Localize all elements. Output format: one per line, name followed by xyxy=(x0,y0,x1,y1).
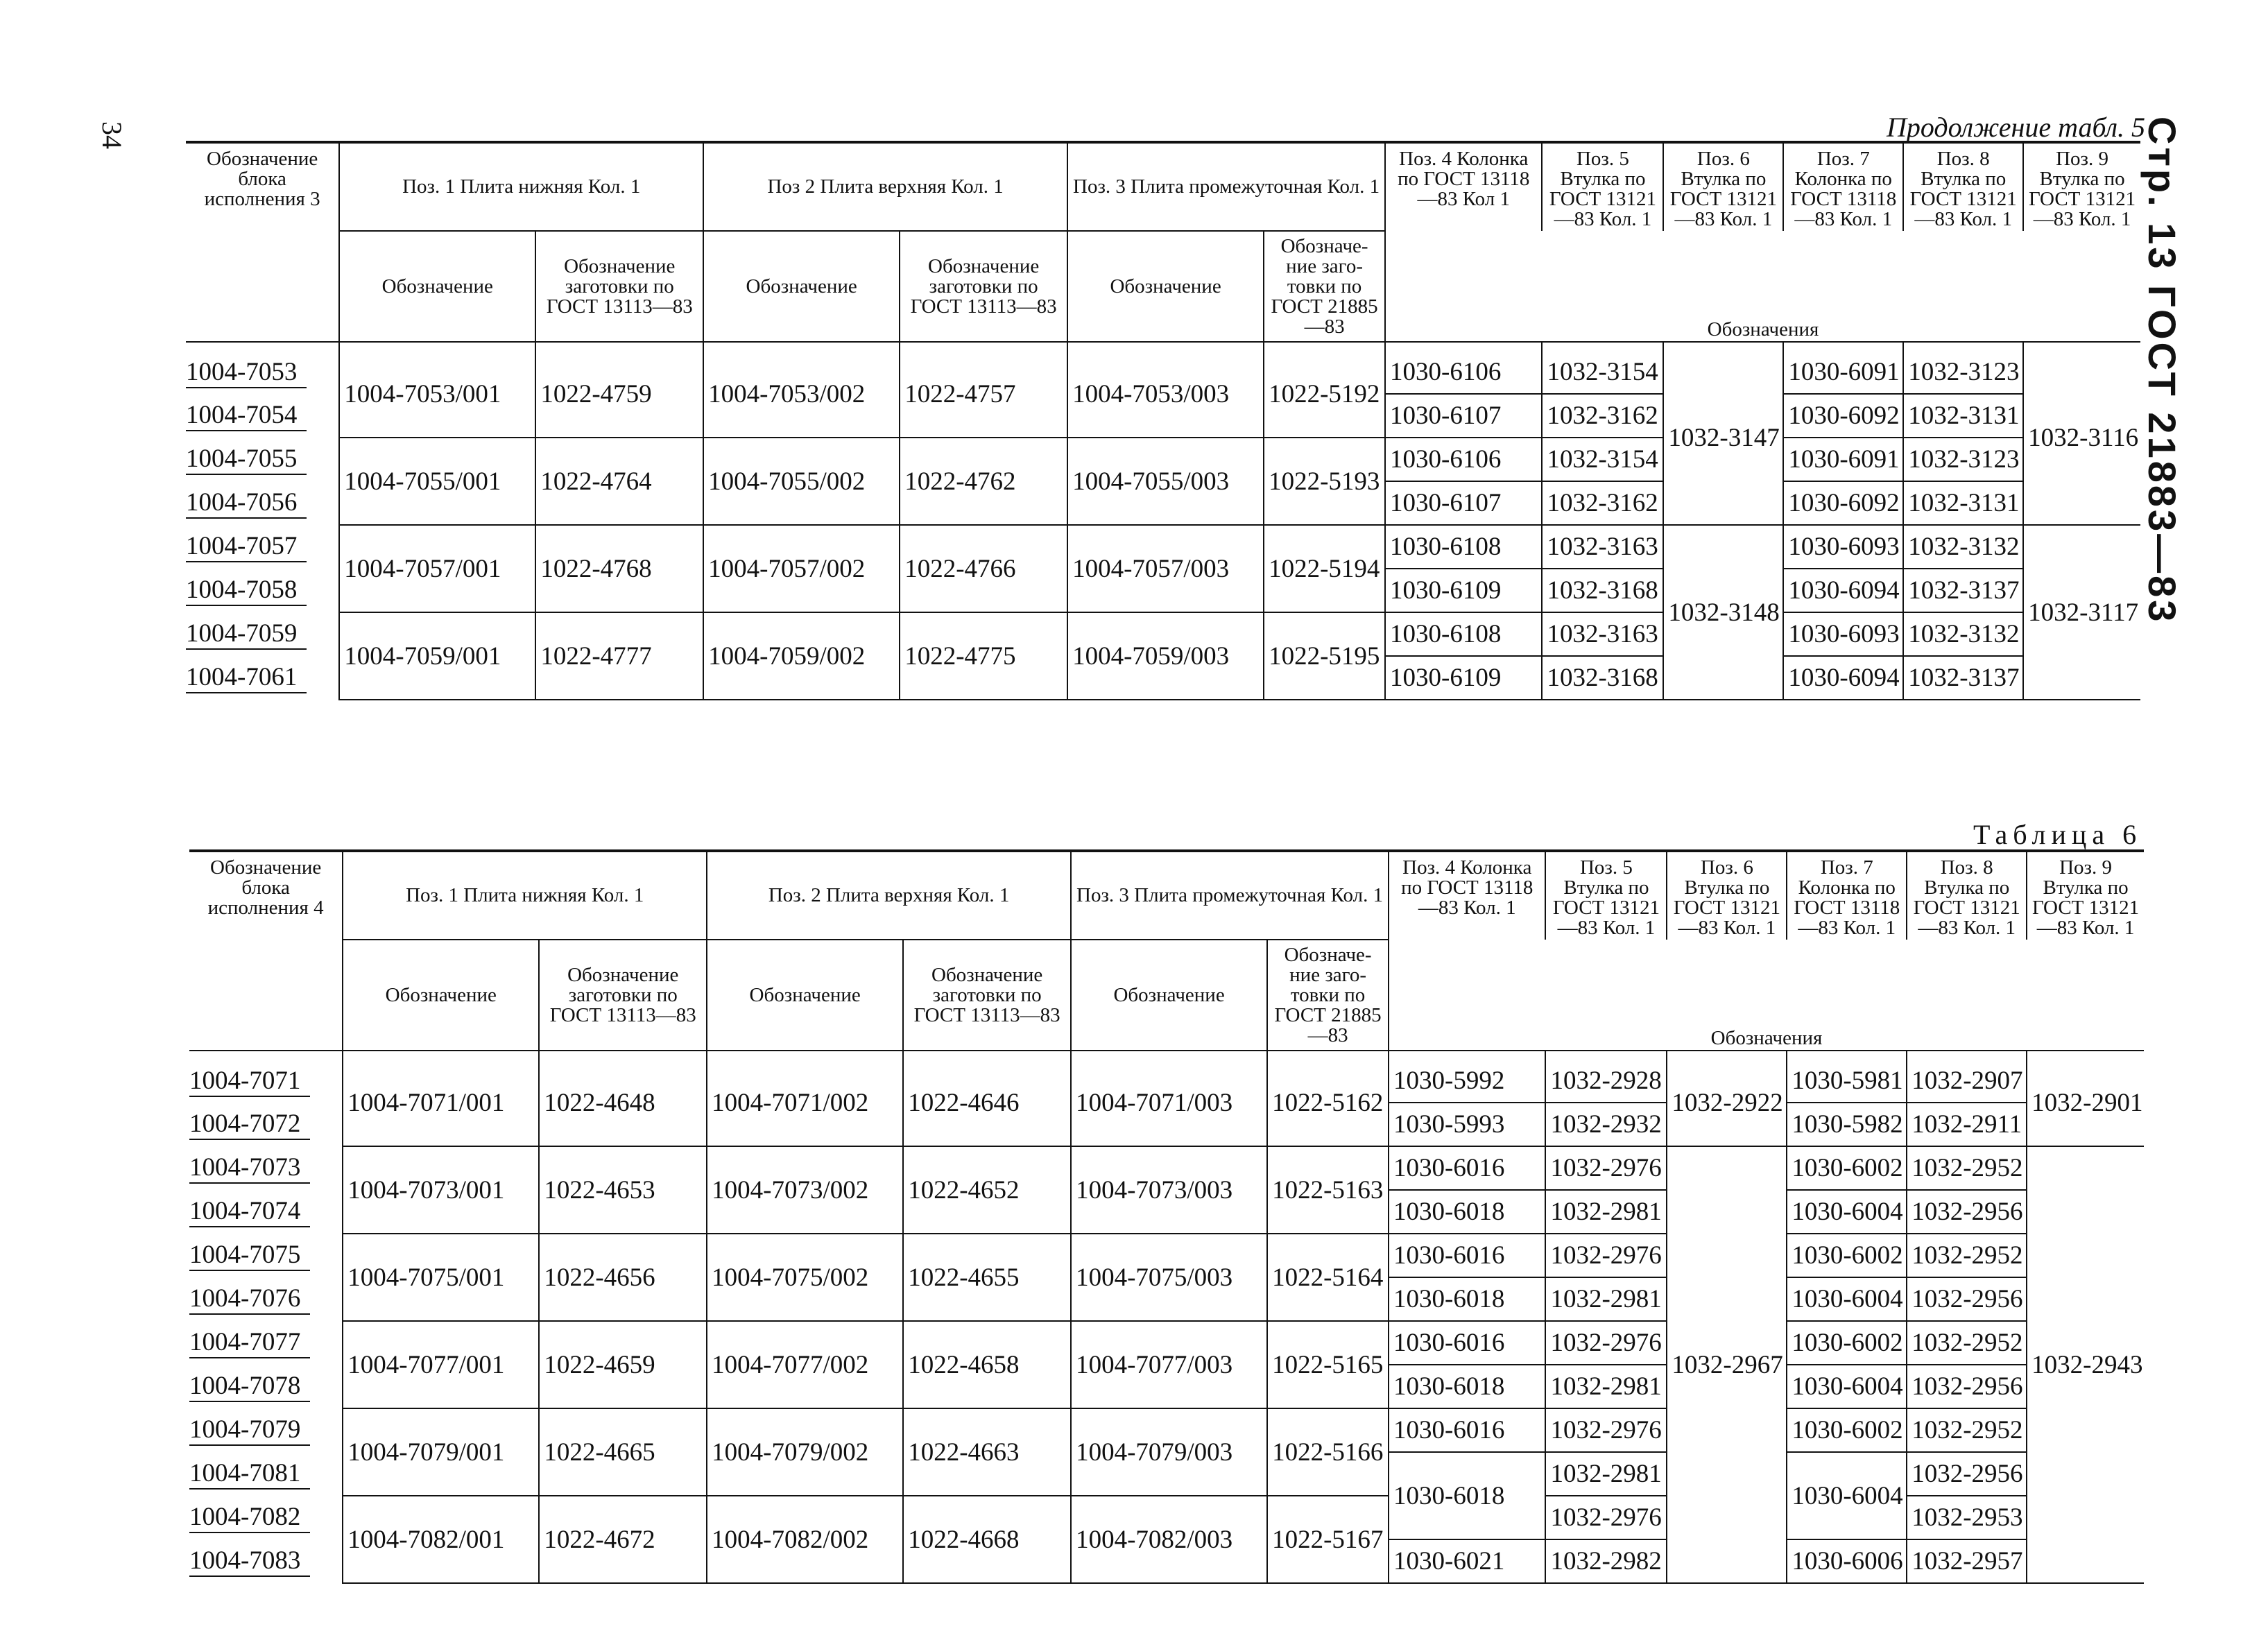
spacer-cell xyxy=(1542,342,1663,351)
plate-p3: 1004-7059/003 xyxy=(1067,612,1264,700)
pos4-cell: 1030-6106 xyxy=(1385,351,1542,394)
block-designation-cell xyxy=(189,1103,343,1146)
pos4-cell: 1030-6107 xyxy=(1385,394,1542,438)
plate-p3b: 1022-5166 xyxy=(1267,1408,1389,1496)
pos7-cell: 1030-6004 xyxy=(1787,1190,1907,1234)
pos6-cell: 1032-2922 xyxy=(1667,1060,1787,1146)
pos7-cell: 1030-6004 xyxy=(1787,1365,1907,1408)
pos8-cell: 1032-2956 xyxy=(1907,1277,2027,1321)
table-row xyxy=(189,1060,2144,1103)
pos7-cell: 1030-6002 xyxy=(1787,1321,1907,1365)
block-designation: 1004-7053 xyxy=(186,357,307,388)
pos8-cell: 1032-3137 xyxy=(1903,656,2023,700)
header-block: Обозначение блока исполнения 3 xyxy=(186,142,339,342)
plate-p2b: 1022-4655 xyxy=(903,1234,1071,1321)
pos4-cell: 1030-5992 xyxy=(1389,1060,1545,1103)
plate-p1: 1004-7073/001 xyxy=(343,1146,539,1234)
block-designation: 1004-7074 xyxy=(189,1196,310,1227)
block-designation: 1004-7083 xyxy=(189,1546,310,1577)
plate-p2: 1004-7075/002 xyxy=(707,1234,903,1321)
pos5-cell: 1032-2981 xyxy=(1545,1190,1667,1234)
side-label: Стр. 13 ГОСТ 21883—83 xyxy=(2140,116,2184,625)
pos8-cell: 1032-3137 xyxy=(1903,569,2023,612)
pos5-cell: 1032-2976 xyxy=(1545,1496,1667,1539)
pos5-cell: 1032-2976 xyxy=(1545,1146,1667,1190)
pos8-cell: 1032-2952 xyxy=(1907,1408,2027,1452)
block-designation: 1004-7078 xyxy=(189,1371,310,1402)
header-pos6: Поз. 6 Втулка по ГОСТ 13121—83 Кол. 1 xyxy=(1667,851,1787,940)
pos8-cell: 1032-3132 xyxy=(1903,612,2023,656)
plate-p1b: 1022-4672 xyxy=(539,1496,707,1583)
spacer-cell xyxy=(1787,1051,1907,1060)
spacer-cell xyxy=(1071,1051,1267,1060)
block-designation: 1004-7076 xyxy=(189,1284,310,1315)
spacer-cell xyxy=(535,342,703,351)
plate-p2: 1004-7073/002 xyxy=(707,1146,903,1234)
plate-p2b: 1022-4757 xyxy=(900,351,1067,438)
spacer-cell xyxy=(1067,342,1264,351)
pos7-cell: 1030-6002 xyxy=(1787,1408,1907,1452)
pos8-cell: 1032-3132 xyxy=(1903,525,2023,569)
pos4-cell: 1030-5993 xyxy=(1389,1103,1545,1146)
plate-p1b: 1022-4659 xyxy=(539,1321,707,1408)
block-designation-cell xyxy=(189,1146,343,1190)
pos4-cell: 1030-6016 xyxy=(1389,1146,1545,1190)
header-block: Обозначение блока исполнения 4 xyxy=(189,851,343,1051)
header-blank: Обозначе-ние заго-товки по ГОСТ 21885—83 xyxy=(1264,231,1385,342)
pos7-cell: 1030-5981 xyxy=(1787,1060,1907,1103)
block-designation: 1004-7071 xyxy=(189,1066,310,1097)
header-designation: Обозначение xyxy=(707,940,903,1051)
header-designation: Обозначение xyxy=(339,231,535,342)
block-designation: 1004-7075 xyxy=(189,1240,310,1271)
plate-p2b: 1022-4775 xyxy=(900,612,1067,700)
block-designation-cell xyxy=(189,1060,343,1103)
block-designation-cell xyxy=(189,1190,343,1234)
pos5-cell: 1032-2982 xyxy=(1545,1539,1667,1583)
header-pos4: Поз. 4 Колонка по ГОСТ 13118—83 Кол 1 xyxy=(1385,142,1542,231)
header-designation: Обозначение xyxy=(1067,231,1264,342)
spacer-cell xyxy=(1667,1051,1787,1060)
header-pos7: Поз. 7 Колонка по ГОСТ 13118—83 Кол. 1 xyxy=(1787,851,1907,940)
pos7-cell: 1030-6093 xyxy=(1783,612,1903,656)
pos8-cell: 1032-3131 xyxy=(1903,394,2023,438)
plate-p1: 1004-7055/001 xyxy=(339,438,535,525)
header-pos5: Поз. 5 Втулка по ГОСТ 13121—83 Кол. 1 xyxy=(1545,851,1667,940)
header-blank: Обозначение заготовки по ГОСТ 13113—83 xyxy=(903,940,1071,1051)
pos6-cell: 1032-3147 xyxy=(1663,351,1783,525)
table-row xyxy=(189,1234,2144,1277)
spacer-cell xyxy=(1267,1051,1389,1060)
pos8-cell: 1032-2952 xyxy=(1907,1146,2027,1190)
block-designation: 1004-7059 xyxy=(186,619,307,650)
header-pos4: Поз. 4 Колонка по ГОСТ 13118—83 Кол. 1 xyxy=(1389,851,1545,940)
plate-p3: 1004-7073/003 xyxy=(1071,1146,1267,1234)
block-designation: 1004-7077 xyxy=(189,1327,310,1358)
table5-caption: Продолжение табл. 5 xyxy=(1887,112,2146,143)
plate-p2b: 1022-4652 xyxy=(903,1146,1071,1234)
table-row xyxy=(189,1321,2144,1365)
block-designation-cell xyxy=(189,1234,343,1277)
block-designation-cell xyxy=(189,1452,343,1496)
table-row xyxy=(189,1146,2144,1190)
spacer-cell xyxy=(707,1051,903,1060)
plate-p3b: 1022-5164 xyxy=(1267,1234,1389,1321)
plate-p2b: 1022-4766 xyxy=(900,525,1067,612)
plate-p1b: 1022-4777 xyxy=(535,612,703,700)
plate-p2: 1004-7059/002 xyxy=(703,612,900,700)
header-pos8: Поз. 8 Втулка по ГОСТ 13121—83 Кол. 1 xyxy=(1903,142,2023,231)
header-blank: Обозначение заготовки по ГОСТ 13113—83 xyxy=(539,940,707,1051)
plate-p1: 1004-7077/001 xyxy=(343,1321,539,1408)
spacer-cell xyxy=(186,342,339,351)
plate-p3: 1004-7057/003 xyxy=(1067,525,1264,612)
pos7-cell: 1030-6004 xyxy=(1787,1452,1907,1539)
plate-p3: 1004-7053/003 xyxy=(1067,351,1264,438)
block-designation-cell xyxy=(186,569,339,612)
header-pos3: Поз. 3 Плита промежуточная Кол. 1 xyxy=(1067,142,1385,231)
block-designation-cell xyxy=(189,1408,343,1452)
pos5-cell: 1032-3163 xyxy=(1542,525,1663,569)
pos5-cell: 1032-2981 xyxy=(1545,1365,1667,1408)
block-designation: 1004-7079 xyxy=(189,1415,310,1446)
pos7-cell: 1030-6002 xyxy=(1787,1234,1907,1277)
pos5-cell: 1032-2932 xyxy=(1545,1103,1667,1146)
plate-p2: 1004-7055/002 xyxy=(703,438,900,525)
header-blank: Обозначе-ние заго-товки по ГОСТ 21885—83 xyxy=(1267,940,1389,1051)
pos8-cell: 1032-3131 xyxy=(1903,481,2023,525)
pos8-cell: 1032-2952 xyxy=(1907,1234,2027,1277)
pos5-cell: 1032-3162 xyxy=(1542,481,1663,525)
header-blank: Обозначение заготовки по ГОСТ 13113—83 xyxy=(535,231,703,342)
block-designation-cell xyxy=(186,394,339,438)
pos4-cell: 1030-6108 xyxy=(1385,525,1542,569)
block-designation: 1004-7056 xyxy=(186,487,307,519)
spacer-cell xyxy=(703,342,900,351)
plate-p3: 1004-7079/003 xyxy=(1071,1408,1267,1496)
pos7-cell: 1030-6091 xyxy=(1783,351,1903,394)
pos4-cell: 1030-6016 xyxy=(1389,1321,1545,1365)
pos8-cell: 1032-2956 xyxy=(1907,1365,2027,1408)
plate-p2b: 1022-4658 xyxy=(903,1321,1071,1408)
pos4-cell: 1030-6016 xyxy=(1389,1234,1545,1277)
spacer-cell xyxy=(1907,1051,2027,1060)
pos8-cell: 1032-2952 xyxy=(1907,1321,2027,1365)
plate-p2: 1004-7057/002 xyxy=(703,525,900,612)
plate-p3b: 1022-5165 xyxy=(1267,1321,1389,1408)
block-designation: 1004-7081 xyxy=(189,1458,310,1490)
header-pos5: Поз. 5 Втулка по ГОСТ 13121—83 Кол. 1 xyxy=(1542,142,1663,231)
header-designation: Обозначение xyxy=(343,940,539,1051)
header-pos3: Поз. 3 Плита промежуточная Кол. 1 xyxy=(1071,851,1389,940)
table-5 xyxy=(186,141,2140,700)
plate-p1: 1004-7082/001 xyxy=(343,1496,539,1583)
header-pos9: Поз. 9 Втулка по ГОСТ 13121—83 Кол. 1 xyxy=(2023,142,2140,231)
header-designation: Обозначение xyxy=(1071,940,1267,1051)
block-designation: 1004-7055 xyxy=(186,444,307,475)
plate-p3: 1004-7075/003 xyxy=(1071,1234,1267,1321)
plate-p3b: 1022-5195 xyxy=(1264,612,1385,700)
pos7-cell: 1030-6006 xyxy=(1787,1539,1907,1583)
block-designation-cell xyxy=(186,656,339,700)
plate-p1b: 1022-4656 xyxy=(539,1234,707,1321)
spacer-cell xyxy=(1545,1051,1667,1060)
pos5-cell: 1032-2976 xyxy=(1545,1408,1667,1452)
pos7-cell: 1030-6094 xyxy=(1783,569,1903,612)
block-designation: 1004-7082 xyxy=(189,1502,310,1533)
pos5-cell: 1032-3154 xyxy=(1542,351,1663,394)
plate-p1b: 1022-4665 xyxy=(539,1408,707,1496)
plate-p2: 1004-7079/002 xyxy=(707,1408,903,1496)
pos4-cell: 1030-6016 xyxy=(1389,1408,1545,1452)
pos9-cell: 1032-2943 xyxy=(2027,1146,2144,1583)
block-designation: 1004-7054 xyxy=(186,400,307,431)
table-6 xyxy=(189,849,2144,1584)
plate-p1b: 1022-4648 xyxy=(539,1060,707,1146)
block-designation-cell xyxy=(186,438,339,481)
pos4-cell: 1030-6107 xyxy=(1385,481,1542,525)
header-designation: Обозначение xyxy=(703,231,900,342)
header-designations: Обозначения xyxy=(1389,940,2144,1051)
header-pos2: Поз. 2 Плита верхняя Кол. 1 xyxy=(707,851,1071,940)
table-row xyxy=(186,351,2140,394)
pos9-cell: 1032-3117 xyxy=(2023,525,2140,700)
pos5-cell: 1032-3162 xyxy=(1542,394,1663,438)
pos7-cell: 1030-6094 xyxy=(1783,656,1903,700)
plate-p2: 1004-7082/002 xyxy=(707,1496,903,1583)
block-designation-cell xyxy=(189,1539,343,1583)
header-pos1: Поз. 1 Плита нижняя Кол. 1 xyxy=(339,142,703,231)
pos4-cell: 1030-6018 xyxy=(1389,1365,1545,1408)
spacer-cell xyxy=(539,1051,707,1060)
pos5-cell: 1032-3168 xyxy=(1542,569,1663,612)
table6-caption: Таблица 6 xyxy=(1973,819,2142,850)
pos8-cell: 1032-2956 xyxy=(1907,1452,2027,1496)
pos5-cell: 1032-2976 xyxy=(1545,1321,1667,1365)
plate-p1: 1004-7075/001 xyxy=(343,1234,539,1321)
pos5-cell: 1032-2928 xyxy=(1545,1060,1667,1103)
pos6-cell: 1032-2967 xyxy=(1667,1146,1787,1583)
pos8-cell: 1032-2956 xyxy=(1907,1190,2027,1234)
pos4-cell: 1030-6109 xyxy=(1385,569,1542,612)
pos4-cell: 1030-6109 xyxy=(1385,656,1542,700)
header-pos7: Поз. 7 Колонка по ГОСТ 13118—83 Кол. 1 xyxy=(1783,142,1903,231)
header-pos9: Поз. 9 Втулка по ГОСТ 13121—83 Кол. 1 xyxy=(2027,851,2144,940)
plate-p1b: 1022-4764 xyxy=(535,438,703,525)
plate-p1: 1004-7071/001 xyxy=(343,1060,539,1146)
block-designation: 1004-7058 xyxy=(186,575,307,606)
pos7-cell: 1030-6004 xyxy=(1787,1277,1907,1321)
spacer-cell xyxy=(1264,342,1385,351)
table-row xyxy=(186,438,2140,481)
plate-p1: 1004-7059/001 xyxy=(339,612,535,700)
spacer-cell xyxy=(343,1051,539,1060)
pos8-cell: 1032-2911 xyxy=(1907,1103,2027,1146)
table-row xyxy=(189,1408,2144,1452)
pos5-cell: 1032-2976 xyxy=(1545,1234,1667,1277)
pos4-cell: 1030-6018 xyxy=(1389,1277,1545,1321)
spacer-cell xyxy=(1663,342,1783,351)
plate-p2b: 1022-4762 xyxy=(900,438,1067,525)
plate-p2: 1004-7053/002 xyxy=(703,351,900,438)
pos6-cell: 1032-3148 xyxy=(1663,525,1783,700)
spacer-cell xyxy=(903,1051,1071,1060)
pos5-cell: 1032-2981 xyxy=(1545,1452,1667,1496)
block-designation-cell xyxy=(186,351,339,394)
block-designation: 1004-7057 xyxy=(186,531,307,562)
pos5-cell: 1032-3154 xyxy=(1542,438,1663,481)
plate-p2: 1004-7077/002 xyxy=(707,1321,903,1408)
pos7-cell: 1030-6002 xyxy=(1787,1146,1907,1190)
pos8-cell: 1032-2907 xyxy=(1907,1060,2027,1103)
pos5-cell: 1032-2981 xyxy=(1545,1277,1667,1321)
block-designation-cell xyxy=(189,1277,343,1321)
plate-p1b: 1022-4768 xyxy=(535,525,703,612)
page-number: 34 xyxy=(96,121,128,149)
header-pos6: Поз. 6 Втулка по ГОСТ 13121—83 Кол. 1 xyxy=(1663,142,1783,231)
pos4-cell: 1030-6018 xyxy=(1389,1190,1545,1234)
spacer-cell xyxy=(900,342,1067,351)
plate-p1: 1004-7057/001 xyxy=(339,525,535,612)
spacer-cell xyxy=(1389,1051,1545,1060)
spacer-cell xyxy=(189,1051,343,1060)
plate-p3b: 1022-5163 xyxy=(1267,1146,1389,1234)
pos5-cell: 1032-3163 xyxy=(1542,612,1663,656)
plate-p3: 1004-7055/003 xyxy=(1067,438,1264,525)
plate-p3b: 1022-5194 xyxy=(1264,525,1385,612)
plate-p1: 1004-7053/001 xyxy=(339,351,535,438)
block-designation-cell xyxy=(186,612,339,656)
block-designation-cell xyxy=(189,1365,343,1408)
spacer-cell xyxy=(2027,1051,2144,1060)
spacer-cell xyxy=(2023,342,2140,351)
table-row xyxy=(186,612,2140,656)
pos8-cell: 1032-2957 xyxy=(1907,1539,2027,1583)
table-row xyxy=(186,525,2140,569)
plate-p3: 1004-7071/003 xyxy=(1071,1060,1267,1146)
plate-p3: 1004-7082/003 xyxy=(1071,1496,1267,1583)
pos9-cell: 1032-2901 xyxy=(2027,1060,2144,1146)
pos4-cell: 1030-6018 xyxy=(1389,1452,1545,1539)
block-designation-cell xyxy=(189,1496,343,1539)
header-pos2: Поз 2 Плита верхняя Кол. 1 xyxy=(703,142,1067,231)
pos8-cell: 1032-3123 xyxy=(1903,351,2023,394)
spacer-cell xyxy=(1385,342,1542,351)
header-blank: Обозначение заготовки по ГОСТ 13113—83 xyxy=(900,231,1067,342)
plate-p2: 1004-7071/002 xyxy=(707,1060,903,1146)
header-pos1: Поз. 1 Плита нижняя Кол. 1 xyxy=(343,851,707,940)
pos7-cell: 1030-6091 xyxy=(1783,438,1903,481)
pos7-cell: 1030-5982 xyxy=(1787,1103,1907,1146)
plate-p2b: 1022-4646 xyxy=(903,1060,1071,1146)
plate-p3b: 1022-5162 xyxy=(1267,1060,1389,1146)
block-designation-cell xyxy=(186,525,339,569)
plate-p3b: 1022-5193 xyxy=(1264,438,1385,525)
plate-p3: 1004-7077/003 xyxy=(1071,1321,1267,1408)
pos5-cell: 1032-3168 xyxy=(1542,656,1663,700)
block-designation: 1004-7073 xyxy=(189,1152,310,1184)
plate-p2b: 1022-4668 xyxy=(903,1496,1071,1583)
pos9-cell: 1032-3116 xyxy=(2023,351,2140,525)
pos4-cell: 1030-6021 xyxy=(1389,1539,1545,1583)
plate-p1b: 1022-4653 xyxy=(539,1146,707,1234)
spacer-cell xyxy=(1783,342,1903,351)
spacer-cell xyxy=(339,342,535,351)
pos7-cell: 1030-6093 xyxy=(1783,525,1903,569)
header-designations: Обозначения xyxy=(1385,231,2140,342)
block-designation-cell xyxy=(189,1321,343,1365)
header-pos8: Поз. 8 Втулка по ГОСТ 13121—83 Кол. 1 xyxy=(1907,851,2027,940)
plate-p1: 1004-7079/001 xyxy=(343,1408,539,1496)
plate-p1b: 1022-4759 xyxy=(535,351,703,438)
plate-p3b: 1022-5192 xyxy=(1264,351,1385,438)
block-designation-cell xyxy=(186,481,339,525)
pos4-cell: 1030-6108 xyxy=(1385,612,1542,656)
plate-p2b: 1022-4663 xyxy=(903,1408,1071,1496)
pos8-cell: 1032-3123 xyxy=(1903,438,2023,481)
block-designation: 1004-7061 xyxy=(186,662,307,693)
pos8-cell: 1032-2953 xyxy=(1907,1496,2027,1539)
plate-p3b: 1022-5167 xyxy=(1267,1496,1389,1583)
pos7-cell: 1030-6092 xyxy=(1783,394,1903,438)
pos7-cell: 1030-6092 xyxy=(1783,481,1903,525)
block-designation: 1004-7072 xyxy=(189,1109,310,1140)
spacer-cell xyxy=(1903,342,2023,351)
pos4-cell: 1030-6106 xyxy=(1385,438,1542,481)
